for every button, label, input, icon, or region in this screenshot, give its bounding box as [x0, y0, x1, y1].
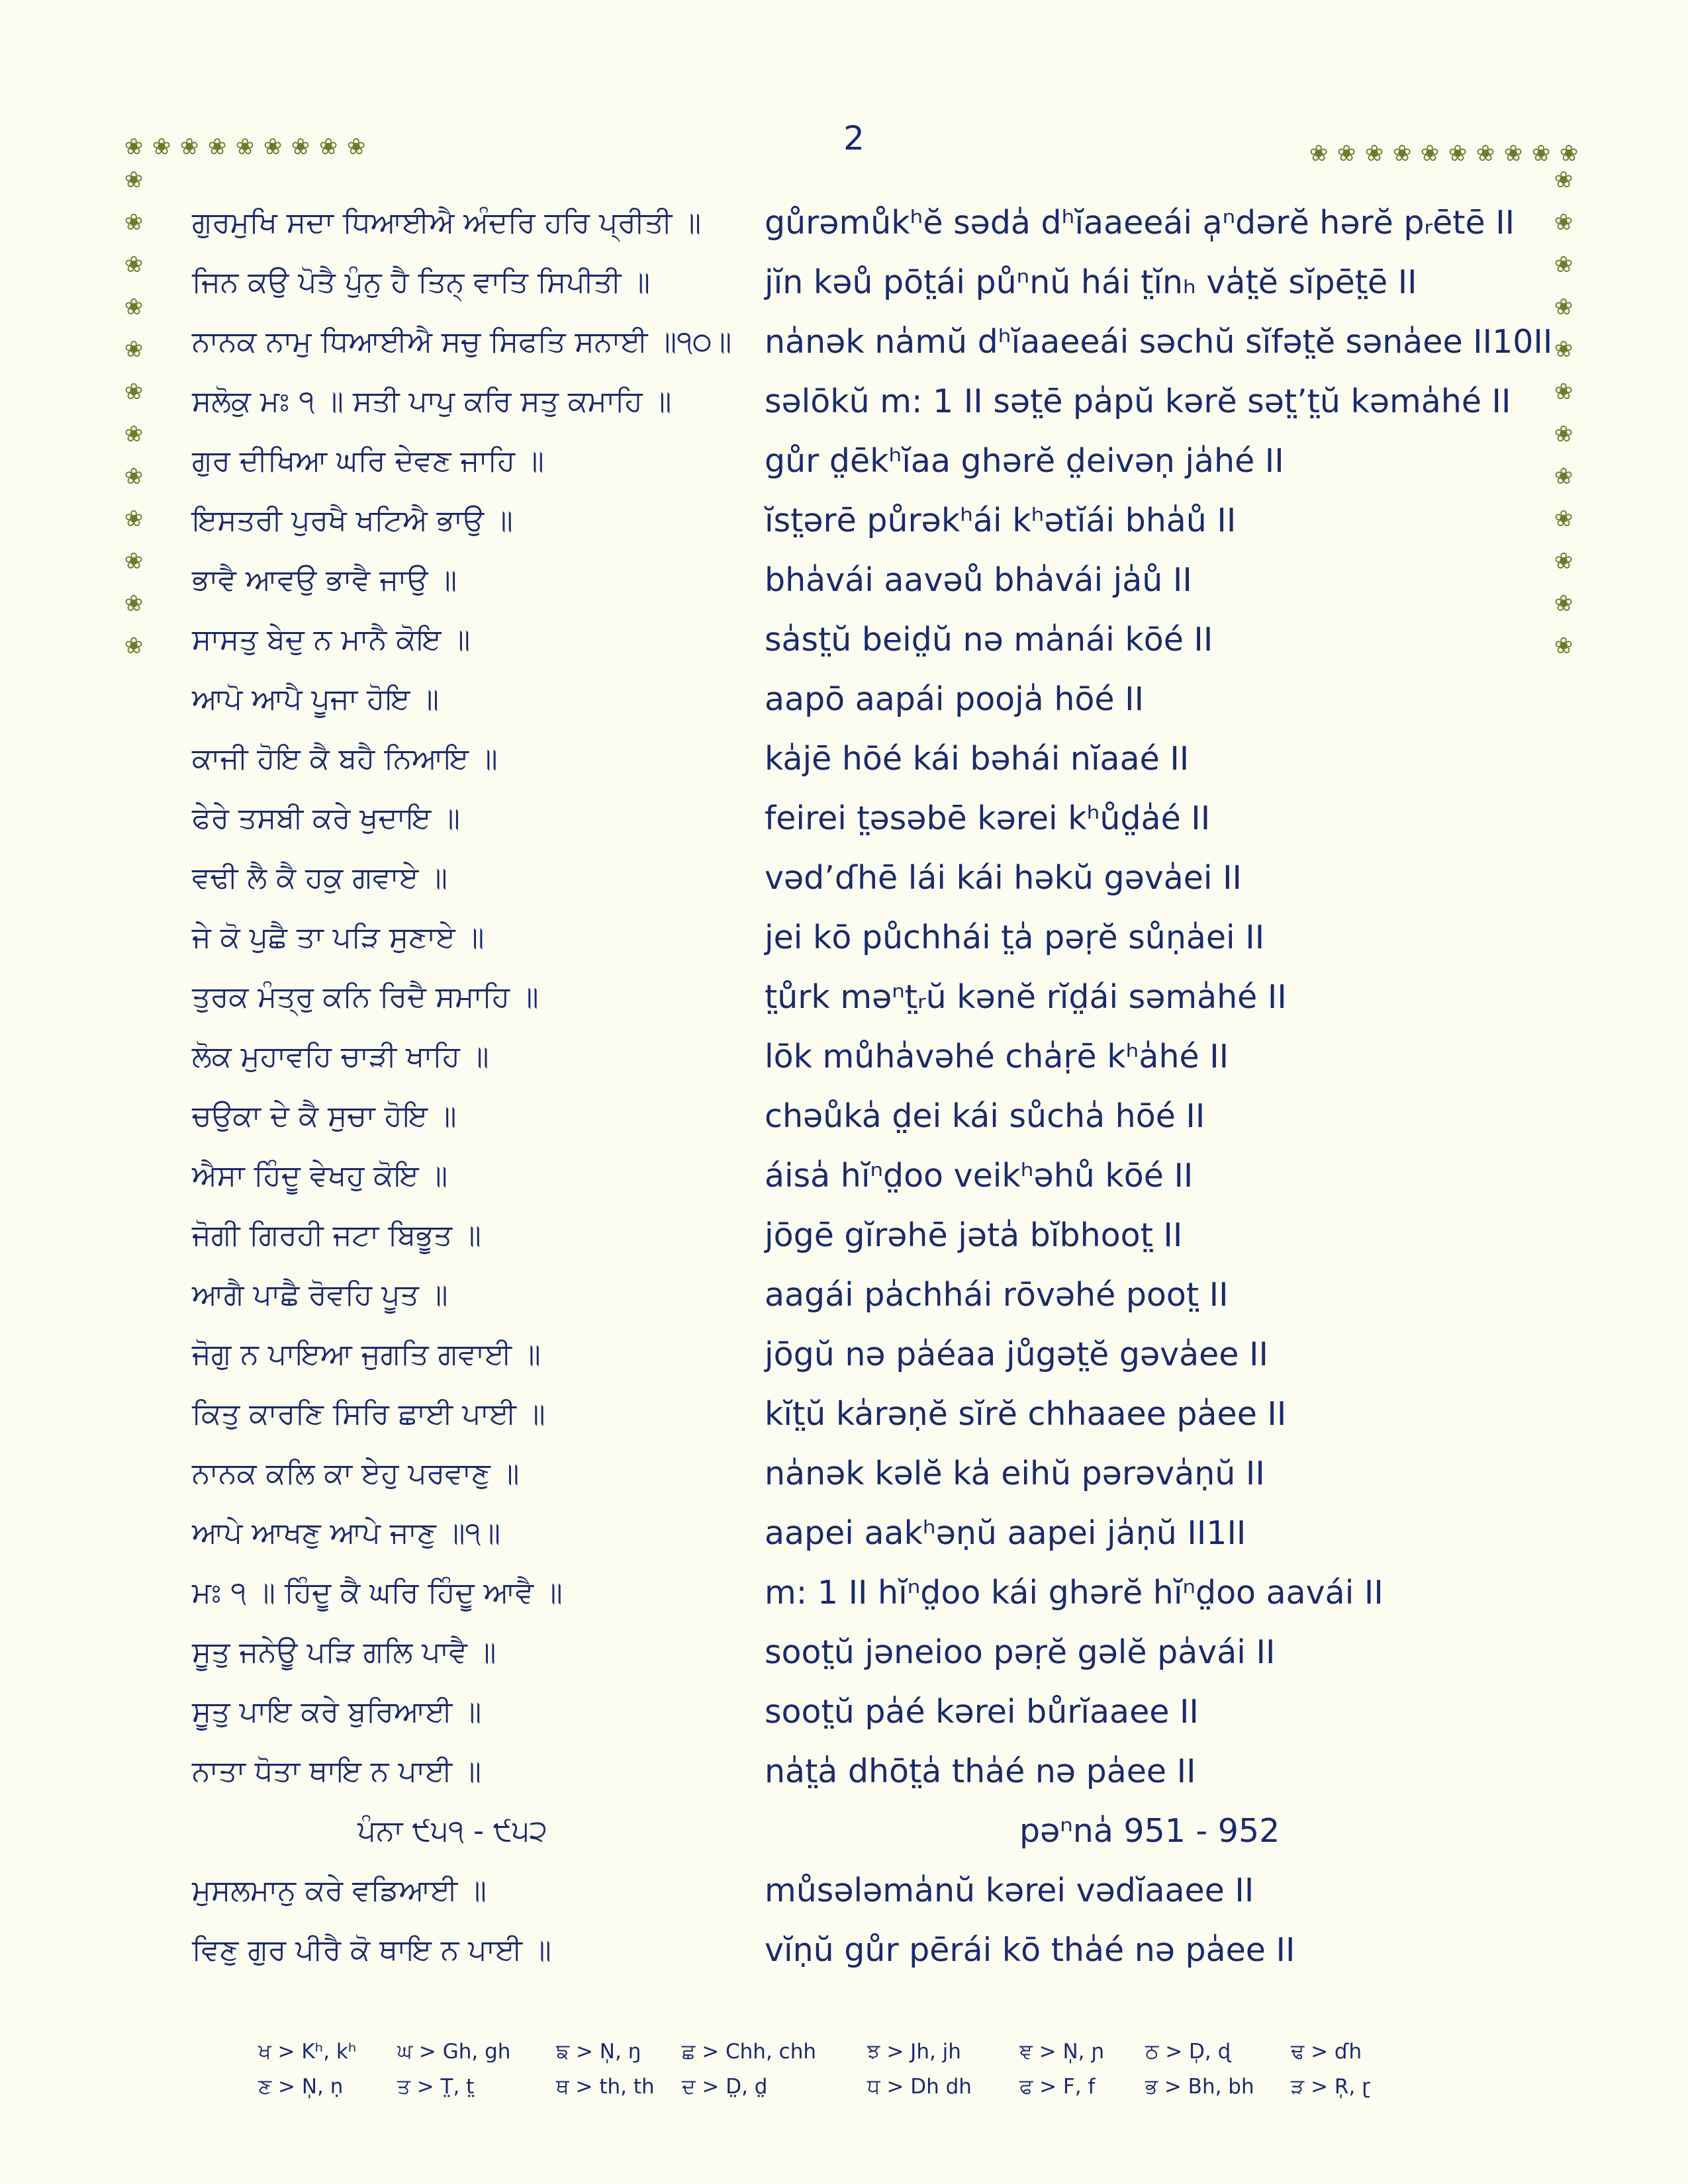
flower-ornament-icon: ❀ — [179, 134, 199, 160]
flower-ornament-icon: ❀ — [152, 134, 171, 160]
page-number: 2 — [843, 119, 865, 158]
legend-entry: ਭ > Bh, bh — [1145, 2075, 1254, 2099]
flower-ornament-icon: ❀ — [1476, 140, 1495, 167]
gurmukhi-line: ਫੇਰੇ ਤਸਬੀ ਕਰੇ ਖੁਦਾਇ ॥ — [192, 801, 460, 835]
flower-ornament-icon: ❀ — [1448, 140, 1468, 167]
flower-ornament-icon: ❀ — [1554, 251, 1573, 278]
transliteration-line: aapō aapái pooja̍ hōé II — [765, 680, 1145, 718]
gurmukhi-line: ਤੁਰਕ ਮੰਤ੍ਰੁ ਕਨਿ ਰਿਦੈ ਸਮਾਹਿ ॥ — [192, 980, 539, 1014]
legend-entry: ਖ > Kʰ, kʰ — [258, 2040, 357, 2064]
transliteration-line: m: 1 II hĭⁿd̤oo kái ghərĕ hĭⁿd̤oo aavái II — [765, 1574, 1383, 1612]
transliteration-line: vĭṇŭ gůr pērái kō tha̍é nə pa̍ee II — [765, 1931, 1295, 1969]
transliteration-line: gůrəmůkʰĕ səda̍ dʰĭaaeeái a̩ⁿdərĕ hərĕ pᵣētē II — [765, 204, 1515, 242]
gurmukhi-line: ਸੂਤੁ ਜਨੇਊ ਪੜਿ ਗਲਿ ਪਾਵੈ ॥ — [192, 1635, 496, 1669]
flower-ornament-icon: ❀ — [124, 294, 144, 320]
gurmukhi-line: ਨਾਤਾ ਧੋਤਾ ਥਾਇ ਨ ਪਾਈ ॥ — [192, 1754, 481, 1788]
transliteration-line: feirei t̤əsəbē kərei kʰůd̤a̍é II — [765, 799, 1211, 837]
gurmukhi-line: ਚਉਕਾ ਦੇ ਕੈ ਸੁਚਾ ਹੋਇ ॥ — [192, 1099, 457, 1133]
transliteration-line: soot̤ŭ pa̍é kərei bůrĭaaee II — [765, 1693, 1199, 1731]
gurmukhi-line: ਵਿਣੁ ਗੁਰ ਪੀਰੈ ਕੋ ਥਾਇ ਨ ਪਾਈ ॥ — [192, 1933, 551, 1967]
flower-ornament-icon: ❀ — [124, 421, 144, 447]
flower-ornament-icon: ❀ — [124, 336, 144, 363]
gurmukhi-line: ਸੂਤੁ ਪਾਇ ਕਰੇ ਬੁਰਿਆਈ ॥ — [192, 1695, 482, 1729]
gurmukhi-line: ਨਾਨਕ ਨਾਮੁ ਧਿਆਈਐ ਸਚੁ ਸਿਫਤਿ ਸਨਾਈ ॥੧੦॥ — [192, 325, 732, 359]
flower-ornament-icon: ❀ — [1554, 421, 1573, 447]
gurmukhi-line: ਇਸਤਰੀ ਪੁਰਖੈ ਖਟਿਐ ਭਾਉ ॥ — [192, 504, 513, 537]
flower-ornament-icon: ❀ — [1554, 336, 1573, 363]
flower-ornament-icon: ❀ — [124, 506, 144, 532]
flower-ornament-icon: ❀ — [346, 134, 366, 160]
legend-entry: ੜ > R̩, ɽ — [1291, 2075, 1370, 2099]
gurmukhi-line: ਨਾਨਕ ਕਲਿ ਕਾ ਏਹੁ ਪਰਵਾਣੁ ॥ — [192, 1457, 520, 1490]
gurmukhi-line: ਜੋਗੁ ਨ ਪਾਇਆ ਜੁਗਤਿ ਗਵਾਈ ॥ — [192, 1338, 541, 1371]
transliteration-line: na̍nək na̍mŭ dʰĭaaeeái səchŭ sĭfət̤ĕ səna̍ee II10II — [765, 323, 1553, 361]
flower-ornament-icon: ❀ — [263, 134, 283, 160]
flower-ornament-icon: ❀ — [1420, 140, 1440, 167]
transliteration-line: áisa̍ hĭⁿd̤oo veikʰəhů kōé II — [765, 1157, 1194, 1195]
legend-entry: ਠ > D̩, ɖ — [1145, 2040, 1231, 2064]
transliteration-line: jei kō půchhái t̤a̍ pəṛĕ sůṇa̍ei II — [765, 919, 1265, 956]
gurmukhi-line: ਗੁਰਮੁਖਿ ਸਦਾ ਧਿਆਈਐ ਅੰਦਰਿ ਹਰਿ ਪ੍ਰੀਤੀ ॥ — [192, 206, 701, 240]
transliteration-line: bha̍vái aavəů bha̍vái ja̍ů II — [765, 561, 1192, 599]
flower-ornament-icon: ❀ — [1554, 590, 1573, 617]
flower-ornament-icon: ❀ — [124, 590, 144, 617]
flower-ornament-icon: ❀ — [124, 251, 144, 278]
gurmukhi-line: ਜੋਗੀ ਗਿਰਹੀ ਜਟਾ ਬਿਭੂਤ ॥ — [192, 1218, 481, 1252]
gurmukhi-line: ਸਾਸਤੁ ਬੇਦੁ ਨ ਮਾਨੈ ਕੋਇ ॥ — [192, 623, 471, 657]
gurmukhi-line: ਗੁਰ ਦੀਖਿਆ ਘਰਿ ਦੇਵਣ ਜਾਹਿ ॥ — [192, 444, 544, 478]
flower-ornament-icon: ❀ — [1392, 140, 1412, 167]
flower-ornament-icon: ❀ — [1309, 140, 1329, 167]
transliteration-line: aapei aakʰəṇŭ aapei ja̍ṇŭ II1II — [765, 1514, 1246, 1552]
flower-ornament-icon: ❀ — [1554, 548, 1573, 574]
legend-entry: ਝ > Jh, jh — [867, 2040, 961, 2064]
flower-ornament-icon: ❀ — [207, 134, 227, 160]
gurmukhi-line: ਆਪੇ ਆਖਣੁ ਆਪੇ ਜਾਣੁ ॥੧॥ — [192, 1516, 501, 1550]
flower-ornament-icon: ❀ — [124, 463, 144, 490]
flower-ornament-icon: ❀ — [1559, 140, 1579, 167]
transliteration-line: na̍t̤a̍ dhōt̤a̍ tha̍é nə pa̍ee II — [765, 1752, 1196, 1790]
transliteration-line: chəůka̍ d̤ei kái sůcha̍ hōé II — [765, 1097, 1205, 1135]
transliteration-line: kĭt̤ŭ ka̍rəṇĕ sĭrĕ chhaaee pa̍ee II — [765, 1395, 1287, 1433]
legend-entry: ਦ > D̤, d̤ — [682, 2075, 768, 2099]
flower-ornament-icon: ❀ — [1531, 140, 1551, 167]
gurmukhi-line: ਕਾਜੀ ਹੋਇ ਕੈ ਬਹੈ ਨਿਆਇ ॥ — [192, 742, 498, 776]
gurmukhi-line: ਭਾਵੈ ਆਵਉ ਭਾਵੈ ਜਾਉ ॥ — [192, 563, 457, 597]
transliteration-line: t̤ůrk məⁿt̤ᵣŭ kənĕ rĭd̤ái səma̍hé II — [765, 978, 1287, 1016]
transliteration-line: jĭn kəů pōt̤ái půⁿnŭ hái t̤ĭnₕ va̍t̤ĕ sĭpēt̤ē II — [765, 263, 1417, 301]
flower-ornament-icon: ❀ — [124, 633, 144, 659]
flower-ornament-icon: ❀ — [124, 379, 144, 405]
transliteration-line: jōgē gĭrəhē jəta̍ bĭbhoot̤ II — [765, 1216, 1183, 1254]
legend-entry: ਞ > N̩, ɲ — [1019, 2040, 1105, 2064]
gurmukhi-line: ਮੁਸਲਮਾਨੁ ਕਰੇ ਵਡਿਆਈ ॥ — [192, 1874, 487, 1907]
legend-entry: ਛ > Chh, chh — [682, 2040, 817, 2064]
gurmukhi-line: ਵਢੀ ਲੈ ਕੈ ਹਕੁ ਗਵਾਏ ॥ — [192, 861, 447, 895]
legend-entry: ਙ > N̩, ŋ — [556, 2040, 641, 2064]
flower-ornament-icon: ❀ — [1336, 140, 1356, 167]
flower-ornament-icon: ❀ — [1554, 167, 1573, 193]
transliteration-line: sa̍st̤ŭ beid̤ŭ nə ma̍nái kōé II — [765, 621, 1213, 659]
transliteration-line: gůr d̤ēkʰĭaa ghərĕ d̤eivəṇ ja̍hé II — [765, 442, 1284, 480]
legend-entry: ਣ > N̩, ṇ — [258, 2075, 344, 2099]
gurmukhi-line: ਸਲੋਕੁ ਮਃ ੧ ॥ ਸਤੀ ਪਾਪੁ ਕਰਿ ਸਤੁ ਕਮਾਹਿ ॥ — [192, 385, 672, 418]
flower-ornament-icon: ❀ — [1554, 506, 1573, 532]
flower-ornament-icon: ❀ — [124, 209, 144, 236]
flower-ornament-icon: ❀ — [235, 134, 255, 160]
flower-ornament-icon: ❀ — [1554, 463, 1573, 490]
gurmukhi-line: ਆਪੋ ਆਪੈ ਪੂਜਾ ਹੋਇ ॥ — [192, 682, 440, 716]
transliteration-line: vəd’ɗhē lái kái həkŭ gəva̍ei II — [765, 859, 1243, 897]
flower-ornament-icon: ❀ — [1554, 209, 1573, 236]
flower-ornament-icon: ❀ — [1554, 633, 1573, 659]
flower-ornament-icon: ❀ — [124, 134, 144, 160]
transliteration-line: jōgŭ nə pa̍éaa jůgət̤ĕ gəva̍ee II — [765, 1336, 1268, 1373]
legend-entry: ਧ > Dh dh — [867, 2075, 972, 2099]
flower-ornament-icon: ❀ — [124, 548, 144, 574]
flower-ornament-icon: ❀ — [291, 134, 310, 160]
gurmukhi-line: ਜਿਨ ਕਉ ਪੋਤੈ ਪੁੰਨੁ ਹੈ ਤਿਨ੍ ਵਾਤਿ ਸਿਪੀਤੀ ॥ — [192, 265, 650, 299]
legend-entry: ਫ > F, f — [1019, 2075, 1096, 2099]
transliteration-line: səlōkŭ m: 1 II sət̤ē pa̍pŭ kərĕ sət̤’t̤ŭ kəma̍hé II — [765, 383, 1511, 420]
gurmukhi-line: ਆਗੈ ਪਾਛੈ ਰੋਵਹਿ ਪੂਤ ॥ — [192, 1278, 448, 1312]
gurmukhi-line: ਮਃ ੧ ॥ ਹਿੰਦੂ ਕੈ ਘਰਿ ਹਿੰਦੂ ਆਵੈ ॥ — [192, 1576, 563, 1610]
transliteration-line: aagái pa̍chhái rōvəhé poot̤ II — [765, 1276, 1229, 1314]
legend-entry: ਘ > Gh, gh — [397, 2040, 511, 2064]
transliteration-line: soot̤ŭ jəneioo pəṛĕ gəlĕ pa̍vái II — [765, 1633, 1276, 1671]
transliteration-line: pəⁿna̍ 951 - 952 — [1019, 1812, 1280, 1850]
gurmukhi-line: ਲੋਕ ਮੁਹਾਵਹਿ ਚਾੜੀ ਖਾਹਿ ॥ — [192, 1040, 489, 1073]
transliteration-line: můsələma̍nŭ kərei vədĭaaee II — [765, 1872, 1254, 1909]
legend-entry: ਥ > th, th — [556, 2075, 655, 2099]
gurmukhi-line: ਜੇ ਕੋ ਪੁਛੈ ਤਾ ਪੜਿ ਸੁਣਾਏ ॥ — [192, 921, 485, 954]
flower-ornament-icon: ❀ — [1364, 140, 1384, 167]
transliteration-line: ka̍jē hōé kái bəhái nĭaaé II — [765, 740, 1190, 778]
transliteration-line: lōk můha̍vəhé cha̍ṛē kʰa̍hé II — [765, 1038, 1229, 1075]
transliteration-line: ĭst̤ərē půrəkʰái kʰətĭái bha̍ů II — [765, 502, 1237, 539]
legend-entry: ਢ > ɗh — [1291, 2040, 1362, 2064]
gurmukhi-line: ਪੰਨਾ ੯੫੧ - ੯੫੨ — [357, 1814, 548, 1848]
flower-ornament-icon: ❀ — [1554, 294, 1573, 320]
transliteration-line: na̍nək kəlĕ ka̍ eihŭ pərəva̍ṇŭ II — [765, 1455, 1265, 1492]
gurmukhi-line: ਕਿਤੁ ਕਾਰਣਿ ਸਿਰਿ ਛਾਈ ਪਾਈ ॥ — [192, 1397, 545, 1431]
legend-entry: ਤ > T̤, t̤ — [397, 2075, 475, 2099]
gurmukhi-line: ਐਸਾ ਹਿੰਦੂ ਵੇਖਹੁ ਕੋਇ ॥ — [192, 1159, 448, 1193]
flower-ornament-icon: ❀ — [124, 167, 144, 193]
flower-ornament-icon: ❀ — [1554, 379, 1573, 405]
flower-ornament-icon: ❀ — [1503, 140, 1523, 167]
flower-ornament-icon: ❀ — [318, 134, 338, 160]
